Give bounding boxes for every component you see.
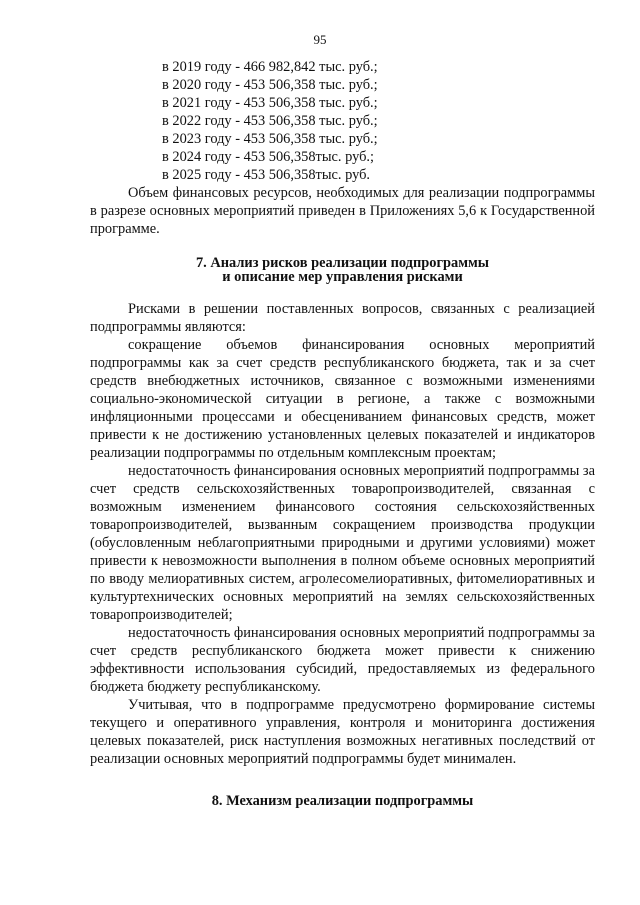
funding-line-2022: в 2022 году - 453 506,358 тыс. руб.; <box>162 113 378 129</box>
risk-paragraph-2: недостаточность финансирования основных мероприятий подпрограммы за счет средств сельскохозяйственных товаропроизводителей, связанная с возможным изменением финансового состояния сельскохозяйственных товаропроизводителей, вызванным сокращением производства продукции (обусловленным неблагоприятными природными и другими условиями) может привести к невозможности выполнения в полном объеме основных мероприятий по вводу мелиоративных систем, агролесомелиоративных, фитомелиоративных и культуртехнических основных мероприятий на землях сельскохозяйственных товаропроизводителей; <box>90 463 595 623</box>
risk-conclusion-paragraph: Учитывая, что в подпрограмме предусмотрено формирование системы текущего и оперативного управления, контроля и мониторинга достижения целевых показателей, риск наступления возможных негативных последствий от реализации основных мероприятий подпрограммы будет минимален. <box>90 697 595 767</box>
funding-line-2023: в 2023 году - 453 506,358 тыс. руб.; <box>162 131 378 147</box>
section-7-heading-line2: и описание мер управления рисками <box>222 269 463 285</box>
funding-line-2025: в 2025 году - 453 506,358тыс. руб. <box>162 167 371 183</box>
risk-paragraph-3: недостаточность финансирования основных мероприятий подпрограммы за счет средств республиканского бюджета может привести к снижению эффективности использования субсидий, предоставляемых из федерального бюджета бюджету республиканскому. <box>90 625 595 695</box>
page-content <box>90 58 595 808</box>
funding-line-2020: в 2020 году - 453 506,358 тыс. руб.; <box>162 77 378 93</box>
funding-line-2021: в 2021 году - 453 506,358 тыс. руб.; <box>162 95 378 111</box>
section-8-heading: 8. Механизм реализации подпрограммы <box>211 793 474 809</box>
section-7-heading <box>90 256 595 284</box>
funding-note-paragraph: Объем финансовых ресурсов, необходимых для реализации подпрограммы в разрезе основных мероприятий приведен в Приложениях 5,6 к Государственной программе. <box>90 185 595 237</box>
risks-intro-paragraph: Рисками в решении поставленных вопросов, связанных с реализацией подпрограммы являются: <box>90 301 595 335</box>
section-7-heading-line1: 7. Анализ рисков реализации подпрограммы <box>195 255 490 271</box>
funding-line-2019: в 2019 году - 466 982,842 тыс. руб.; <box>162 59 378 75</box>
risk-paragraph-1: сокращение объемов финансирования основных мероприятий подпрограммы как за счет средств республиканского бюджета, так и за счет средств внебюджетных источников, связанное с возможными изменениями социально-экономической ситуации в регионе, а также с возможными инфляционными процессами и обесцениванием финансовых средств, может привести к не достижению установленных целевых показателей и индикаторов реализации подпрограммы по отдельным комплексным проектам; <box>90 337 595 461</box>
funding-by-year-list <box>90 58 595 184</box>
page-number: 95 <box>313 32 327 47</box>
funding-line-2024: в 2024 году - 453 506,358тыс. руб.; <box>162 149 375 165</box>
